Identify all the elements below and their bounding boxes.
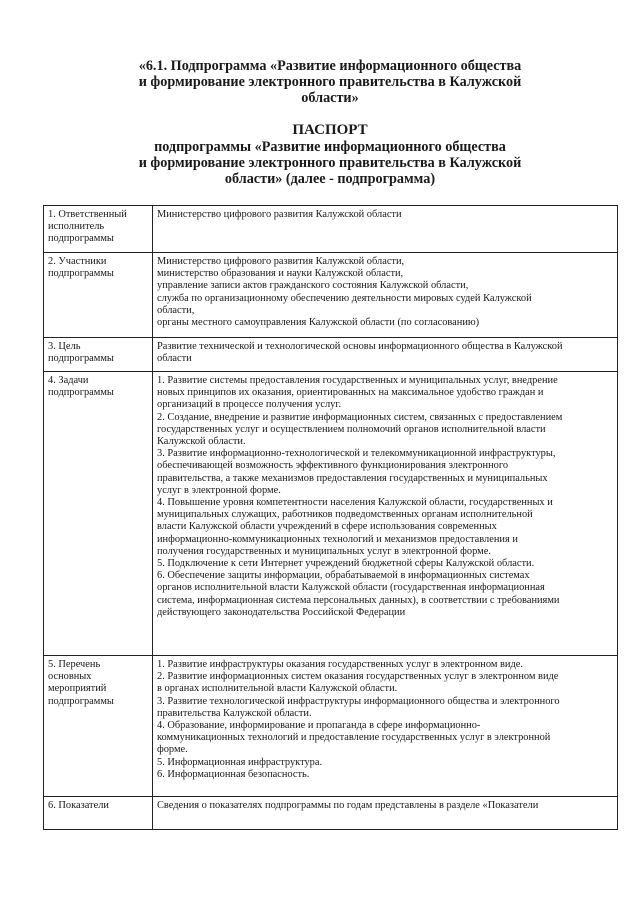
- row-value-line: 5. Подключение к сети Интернет учреждений бюджетной сферы Калужской области.: [157, 558, 535, 570]
- row-value-line: органы местного самоуправления Калужской области (по согласованию): [157, 317, 480, 329]
- row-value-line: правительства Калужской области.: [157, 707, 312, 719]
- row-value-line: форме.: [157, 744, 188, 756]
- row-value-line: получения государственных и муниципальных услуг в электронной форме.: [157, 545, 491, 557]
- row-label-line: исполнитель: [48, 221, 105, 233]
- row-value-line: 5. Информационная инфраструктура.: [157, 756, 323, 768]
- row-label-line: подпрограммы: [48, 387, 114, 399]
- row-label-cell: [44, 797, 153, 830]
- row-value-line: коммуникационных технологий и предоставление государственных услуг в электронной: [157, 732, 551, 744]
- title-line: «6.1. Подпрограмма «Развитие информационного общества: [138, 58, 522, 74]
- subprogram-title: [100, 58, 560, 106]
- passport-table: [43, 205, 618, 830]
- passport-row: [44, 656, 618, 797]
- row-value-line: организаций в процессе получения услуг.: [157, 399, 342, 411]
- subtitle-line: подпрограммы «Развитие информационного общества: [154, 139, 506, 155]
- row-label-line: подпрограммы: [48, 695, 114, 707]
- subtitle-line: и формирование электронного правительства в Калужской: [138, 155, 522, 171]
- passport-heading: [100, 122, 560, 138]
- row-label-line: подпрограммы: [48, 233, 114, 245]
- row-value-line: 6. Обеспечение защиты информации, обрабатываемой в информационных системах: [157, 570, 530, 582]
- subtitle-line: области» (далее - подпрограмма): [224, 171, 436, 187]
- row-label-cell: [44, 656, 153, 797]
- row-value-line: 4. Повышение уровня компетентности населения Калужской области, государственных и: [157, 497, 553, 509]
- row-value-line: управление записи актов гражданского состояния Калужской области,: [157, 280, 469, 292]
- row-value-line: 3. Развитие информационно-технологической и телекоммуникационной инфраструктуры,: [157, 448, 556, 460]
- row-value-line: 2. Развитие информационных систем оказания государственных услуг в электронном виде: [157, 671, 559, 683]
- row-value-line: информационно-коммуникационных технологий и механизмов предоставления и: [157, 533, 518, 545]
- row-value-cell: [153, 338, 618, 372]
- row-value-line: Министерство цифрового развития Калужской области,: [157, 256, 405, 267]
- passport-row: [44, 372, 618, 656]
- row-value-line: 3. Развитие технологической инфраструктуры информационного общества и электронного: [157, 695, 560, 707]
- title-line: области»: [301, 90, 359, 106]
- row-label-line: основных: [48, 671, 92, 683]
- row-value-cell: [153, 253, 618, 338]
- row-value-line: 6. Информационная безопасность.: [157, 768, 310, 780]
- row-value-line: области: [157, 353, 192, 365]
- row-value-line: Министерство цифрового развития Калужской области: [157, 209, 402, 220]
- row-value-line: 4. Образование, информирование и пропаганда в сфере информационно-: [157, 720, 481, 732]
- row-value-line: власти Калужской области учреждений в сфере использования современных: [157, 521, 497, 533]
- row-label-cell: [44, 372, 153, 656]
- row-label-line: 1. Ответственный: [48, 209, 127, 220]
- title-line: и формирование электронного правительства в Калужской: [138, 74, 522, 90]
- row-value-line: услуг в электронной форме.: [157, 484, 281, 496]
- row-value-line: области,: [157, 304, 195, 316]
- row-value-line: 1. Развитие инфраструктуры оказания государственных услуг в электронном виде.: [157, 659, 523, 670]
- row-value-cell: [153, 656, 618, 797]
- row-label-line: подпрограммы: [48, 268, 114, 280]
- row-label-line: 5. Перечень: [48, 659, 101, 670]
- row-label-line: 3. Цель: [48, 341, 81, 352]
- row-value-cell: [153, 206, 618, 253]
- row-value-line: Развитие технической и технологической основы информационного общества в Калужской: [157, 341, 563, 352]
- row-label-line: 6. Показатели: [48, 800, 109, 811]
- row-value-line: система, информационная система персональных данных), в соответствии с требованиями: [157, 594, 560, 606]
- row-value-line: действующего законодательства Российской Федерации: [157, 606, 406, 618]
- row-value-line: в органах исполнительной власти Калужской области.: [157, 683, 398, 695]
- passport-subtitle: [100, 139, 560, 187]
- passport-heading-text: ПАСПОРТ: [292, 122, 368, 138]
- row-value-line: обеспечивающей возможность эффективного функционирования электронного: [157, 460, 509, 472]
- row-value-line: 2. Создание, внедрение и развитие информационных систем, связанных с предоставлением: [157, 411, 563, 423]
- row-value-line: Сведения о показателях подпрограммы по годам представлены в разделе «Показатели: [157, 800, 539, 811]
- row-label-line: 2. Участники: [48, 256, 107, 267]
- row-value-line: министерство образования и науки Калужской области,: [157, 268, 404, 280]
- passport-table-body: [44, 206, 618, 830]
- row-label-cell: [44, 338, 153, 372]
- row-value-line: правительства, а также механизмов предоставления государственных и муниципальных: [157, 472, 548, 484]
- passport-row: [44, 797, 618, 830]
- row-value-line: служба по организационному обеспечению деятельности мировых судей Калужской: [157, 292, 532, 304]
- row-value-line: органов исполнительной власти Калужской области (государственная информационная: [157, 582, 545, 594]
- row-label-cell: [44, 206, 153, 253]
- row-value-cell: [153, 797, 618, 830]
- row-value-line: муниципальных служащих, работников подведомственных органам исполнительной: [157, 509, 533, 521]
- passport-row: [44, 338, 618, 372]
- row-value-line: Калужской области.: [157, 436, 246, 448]
- row-label-cell: [44, 253, 153, 338]
- row-label-line: 4. Задачи: [48, 375, 89, 386]
- row-value-line: государственных услуг и осуществлением полномочий органов исполнительной власти: [157, 423, 546, 435]
- passport-row: [44, 253, 618, 338]
- row-value-line: 1. Развитие системы предоставления государственных и муниципальных услуг, внедрение: [157, 375, 558, 386]
- row-value-cell: [153, 372, 618, 656]
- row-label-line: мероприятий: [48, 683, 107, 695]
- row-label-line: подпрограммы: [48, 353, 114, 365]
- row-value-line: новых принципов их оказания, ориентированных на максимальное удобство граждан и: [157, 387, 544, 399]
- passport-row: [44, 206, 618, 253]
